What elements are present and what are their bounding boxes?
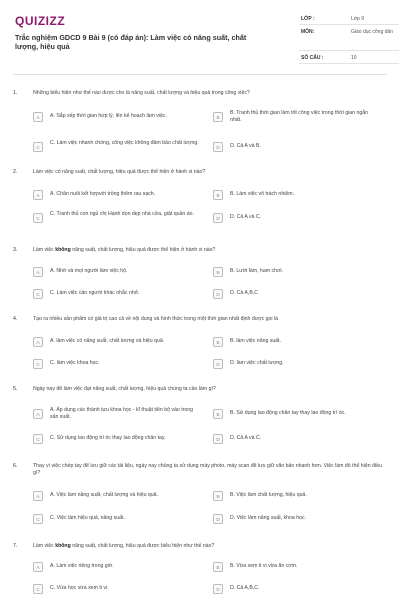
option-text: B. Làm việc vô trách nhiệm.: [230, 191, 295, 197]
option-letter-box: A: [33, 267, 43, 277]
question-5: [13, 386, 387, 452]
option-text: A. Nhờ và mọi người làm việc hộ.: [50, 268, 128, 274]
option-letter-box: B: [213, 562, 223, 572]
meta-row-class: [299, 12, 399, 25]
option-text: B. làm việc năng suất.: [230, 338, 282, 344]
option-text: C. Tranh thủ con ngủ chị Hạnh dọn dẹp nhà cửa, giặt quần áo.: [50, 211, 194, 217]
option-letter-box: B: [213, 337, 223, 347]
question-7: [13, 543, 387, 600]
option-text: B. Vừa xem ti vi vừa ăn cơm.: [230, 563, 298, 569]
meta-row-subject: [299, 25, 399, 51]
option-letter-box: D: [213, 514, 223, 524]
option-letter-box: D: [213, 359, 223, 369]
option-text: C. làm việc khoa học.: [50, 360, 100, 366]
option-text: A. Sắp xếp thời gian hợp lý, lên kế hoạch làm việc.: [50, 113, 167, 119]
question-text: Làm việc không năng suất, chất lượng, hiệu quả được thể hiện ở hành vi nào?: [33, 247, 216, 253]
question-number: 6.: [13, 463, 18, 469]
question-3: [13, 247, 387, 305]
question-number: 2.: [13, 169, 18, 175]
option-text: B. Lười làm, ham chơi.: [230, 268, 283, 274]
quizizz-logo: QUIZIZZ: [15, 14, 66, 28]
meta-key: SỐ CÂU :: [301, 55, 324, 61]
meta-table: [299, 12, 399, 64]
header-divider: [13, 74, 387, 75]
option-text: D. Cả A và C.: [230, 435, 262, 441]
question-1: [13, 90, 387, 160]
meta-key: LỚP :: [301, 16, 315, 22]
option-text: B. Sử dụng lao động chân tay thay lao động trí óc.: [230, 410, 346, 416]
option-letter-box: C: [33, 213, 43, 223]
option-letter-box: A: [33, 491, 43, 501]
question-number: 3.: [13, 247, 18, 253]
meta-value: Giáo dục công dân: [351, 29, 393, 35]
option-letter-box: A: [33, 337, 43, 347]
meta-value: 10: [351, 55, 357, 61]
option-letter-box: A: [33, 190, 43, 200]
question-text: Thay vì việc chép tay để lưu giữ các tài liệu, ngày nay chúng ta sử dụng máy photo, máy scan để lưu giữ văn bản nhanh hơn. Việc làm đó thể hiện điều gì?: [33, 463, 382, 476]
question-text: Ngày nay để làm việc đạt năng suất, chất lượng, hiệu quả chúng ta cần làm gì?: [33, 386, 216, 392]
option-letter-box: B: [213, 491, 223, 501]
meta-key: MÔN:: [301, 29, 315, 35]
option-letter-box: B: [213, 190, 223, 200]
option-letter-box: D: [213, 142, 223, 152]
option-letter-box: A: [33, 409, 43, 419]
option-text: A. làm việc có năng suất, chất lượng và hiệu quả.: [50, 338, 165, 344]
option-text: D. Cả A và C.: [230, 214, 262, 220]
option-text: C. Sử dụng lao động trí óc thay lao động chân tay.: [50, 435, 166, 441]
option-letter-box: D: [213, 434, 223, 444]
question-number: 1.: [13, 90, 18, 96]
meta-row-count: [299, 51, 399, 64]
question-text: Những biểu hiện như thế nào được cho là năng suất, chất lượng và hiệu quả trong công việc?: [33, 90, 250, 96]
question-6: [13, 463, 387, 533]
question-text: Làm việc không năng suất, chất lượng, hiệu quả được biểu hiện như thế nào?: [33, 543, 215, 549]
question-2: [13, 169, 387, 235]
option-letter-box: A: [33, 562, 43, 572]
question-number: 5.: [13, 386, 18, 392]
worksheet-title: Trắc nghiệm GDCD 9 Bài 9 (có đáp án): Làm việc có năng suất, chất lượng, hiệu quả: [15, 33, 247, 51]
option-text: D. Cả A và B.: [230, 143, 261, 149]
question-number: 4.: [13, 316, 18, 322]
option-letter-box: C: [33, 584, 43, 594]
option-text: D. Việc làm năng suất, khoa học.: [230, 515, 307, 521]
option-text: C. Việc làm hiệu quả, năng suất.: [50, 515, 125, 521]
option-letter-box: C: [33, 289, 43, 299]
option-letter-box: C: [33, 359, 43, 369]
option-text: A. Làm việc riêng trong giờ.: [50, 563, 114, 569]
option-text: D. làm việc chất lượng.: [230, 360, 284, 366]
option-letter-box: B: [213, 112, 223, 122]
question-number: 7.: [13, 543, 18, 549]
option-letter-box: B: [213, 267, 223, 277]
option-text: C. Làm việc cần người khác nhắc nhở.: [50, 290, 140, 296]
option-text: D. Cả A,B,C.: [230, 585, 260, 591]
question-text: Tạo ra nhiều sản phẩm có giá trị cao cả về nội dung và hình thức trong một thời gian nhất định được gọi là: [33, 316, 279, 322]
option-text: B. Tranh thủ thời gian làm tốt công việc trong thời gian ngắn nhất.: [230, 110, 369, 123]
option-text: A. Áp dụng các thành tựu khoa học - kĩ thuật tiên bộ vào trong sản xuất.: [50, 407, 194, 420]
option-letter-box: D: [213, 289, 223, 299]
option-letter-box: D: [213, 213, 223, 223]
option-text: C. Làm việc nhanh chóng, công việc không đảm bảo chất lượng.: [50, 140, 199, 146]
question-4: [13, 316, 387, 376]
option-letter-box: C: [33, 434, 43, 444]
meta-value: Lớp 9: [351, 16, 365, 22]
option-text: A. Chăn nuôi kết hợpvới trồng thêm rau sạch.: [50, 191, 156, 197]
option-letter-box: C: [33, 514, 43, 524]
option-letter-box: B: [213, 409, 223, 419]
option-text: B. Việc làm chất lượng, hiệu quả.: [230, 492, 307, 498]
option-text: A. Việc làm năng suất, chất lượng và hiệu quả.: [50, 492, 159, 498]
option-text: C. Vừa học vừa xem ti vi.: [50, 585, 109, 591]
option-letter-box: D: [213, 584, 223, 594]
option-letter-box: C: [33, 142, 43, 152]
question-text: Làm việc có năng suất, chất lượng, hiệu quả được thể hiện ở hành vi nào?: [33, 169, 206, 175]
option-letter-box: A: [33, 112, 43, 122]
option-text: D. Cả A,B,C: [230, 290, 258, 296]
worksheet-header: [13, 10, 393, 68]
